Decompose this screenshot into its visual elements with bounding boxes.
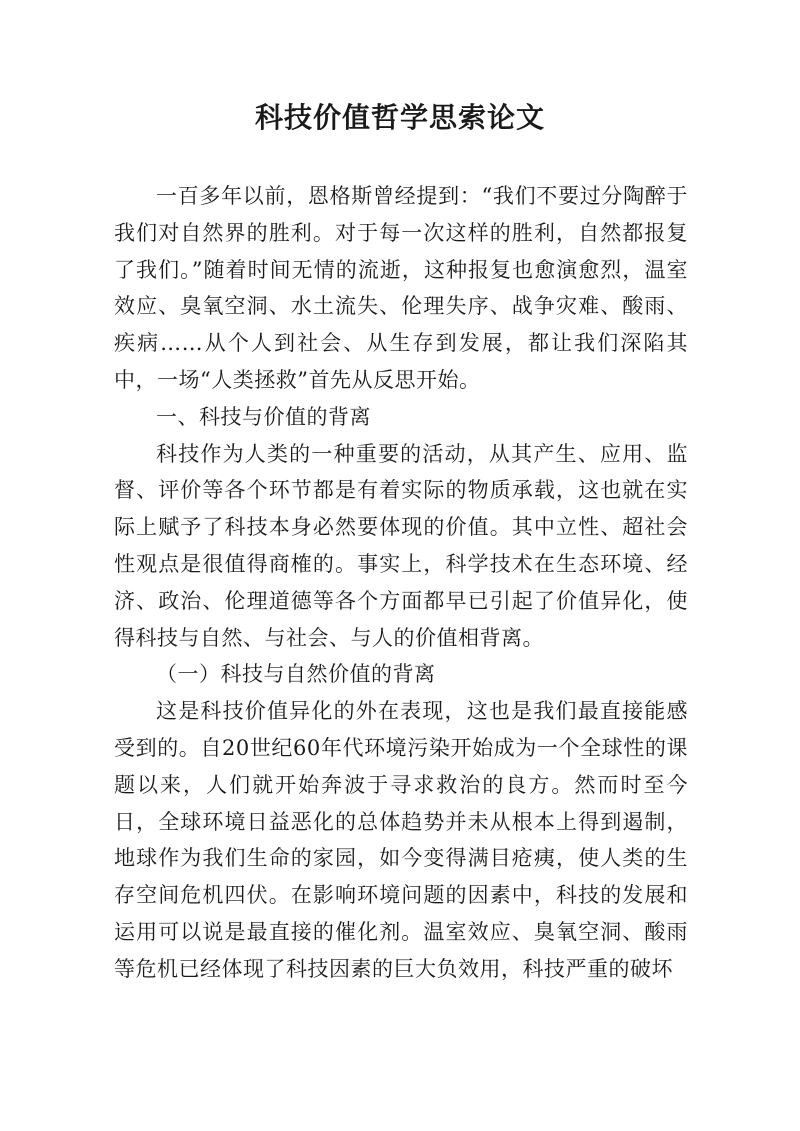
paragraph-intro: 一百多年以前，恩格斯曾经提到：“我们不要过分陶醉于我们对自然界的胜利。对于每一次这样的胜利，自然都报复了我们。”随着时间无情的流逝，这种报复也愈演愈烈，温室效应、臭氧空洞、水土流失、伦理失序、战争灾难、酸雨、疾病……从个人到社会、从生存到发展，都让我们深陷其中，一场“人类拯救”首先从反思开始。 xyxy=(114,184,688,392)
paragraph-section-1: 科技作为人类的一种重要的活动，从其产生、应用、监督、评价等各个环节都是有着实际的物质承载，这也就在实际上赋予了科技本身必然要体现的价值。其中立性、超社会性观点是很值得商榷的。事实上，科学技术在生态环境、经济、政治、伦理道德等各个方面都早已引起了价值异化，使得科技与自然、与社会、与人的价值相背离。 xyxy=(114,441,688,650)
document-title: 科技价值哲学思索论文 xyxy=(254,101,545,134)
subsection-heading-1: （一）科技与自然价值的背离 xyxy=(156,662,436,687)
section-heading-1: 一、科技与价值的背离 xyxy=(156,404,371,429)
document-body xyxy=(114,178,688,988)
paragraph-subsection-1: 这是科技价值异化的外在表现，这也是我们最直接能感受到的。自20世纪60年代环境污染开始成为一个全球性的课题以来，人们就开始奔波于寻求救治的良方。然而时至今日，全球环境日益恶化的总体趋势并未从根本上得到遏制，地球作为我们生命的家园，如今变得满目疮痍，使人类的生存空间危机四伏。在影响环境问题的因素中，科技的发展和运用可以说是最直接的催化剂。温室效应、臭氧空洞、酸雨等危机已经体现了科技因素的巨大负效用，科技严重的破坏 xyxy=(114,699,688,981)
